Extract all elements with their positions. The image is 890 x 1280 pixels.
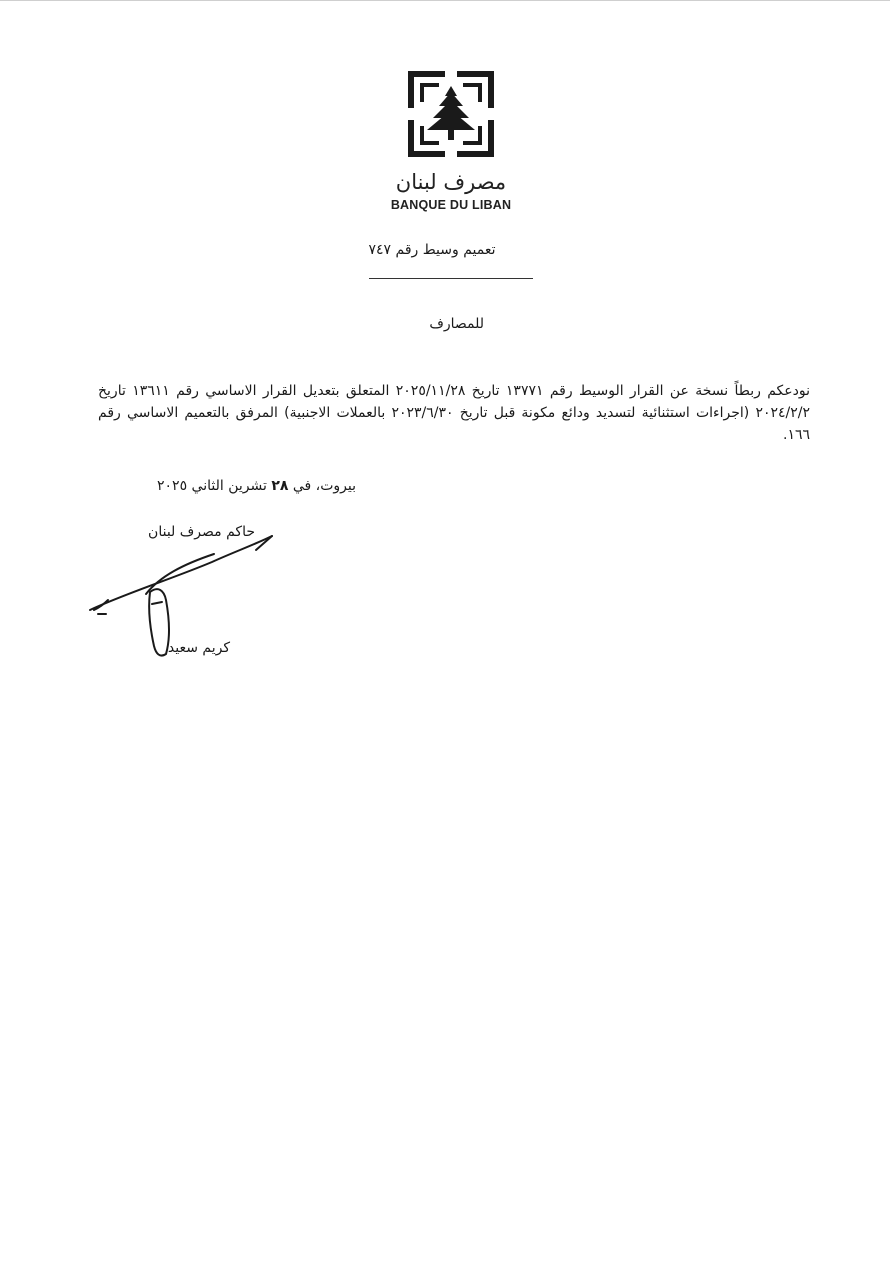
body-paragraph: نودعكم ربطاً نسخة عن القرار الوسيط رقم ١٣٧٧١ تاريخ ٢٠٢٥/١١/٢٨ المتعلق بتعديل القرار الاساسي رقم ١٣٦١١ تاريخ ٢٠٢٤/٢/٢ (اجراءات استثنائية لتسديد ودائع مكونة قبل تاريخ ٢٠٢٣/٦/٣٠ بالعملات الاجنبية) المرفق بالتعميم الاساسي رقم ١٦٦. [98, 383, 811, 443]
page-top-border [0, 0, 890, 1]
date-month-year: تشرين الثاني ٢٠٢٥ [157, 478, 267, 494]
addressee: للمصارف [429, 316, 484, 332]
logo-arabic-name: مصرف لبنان [395, 170, 507, 194]
signatory-name: كريم سعيد [167, 640, 230, 656]
date-place: بيروت، في [292, 478, 356, 494]
title-underline [369, 278, 533, 279]
circular-title: تعميم وسيط رقم ٧٤٧ [368, 242, 496, 258]
date-day: ٢٨ [271, 478, 289, 494]
date-line [98, 478, 356, 494]
signatory-title: حاكم مصرف لبنان [148, 524, 255, 540]
logo-french-name: BANQUE DU LIBAN [390, 198, 512, 212]
cedar-logo-icon [405, 68, 497, 160]
